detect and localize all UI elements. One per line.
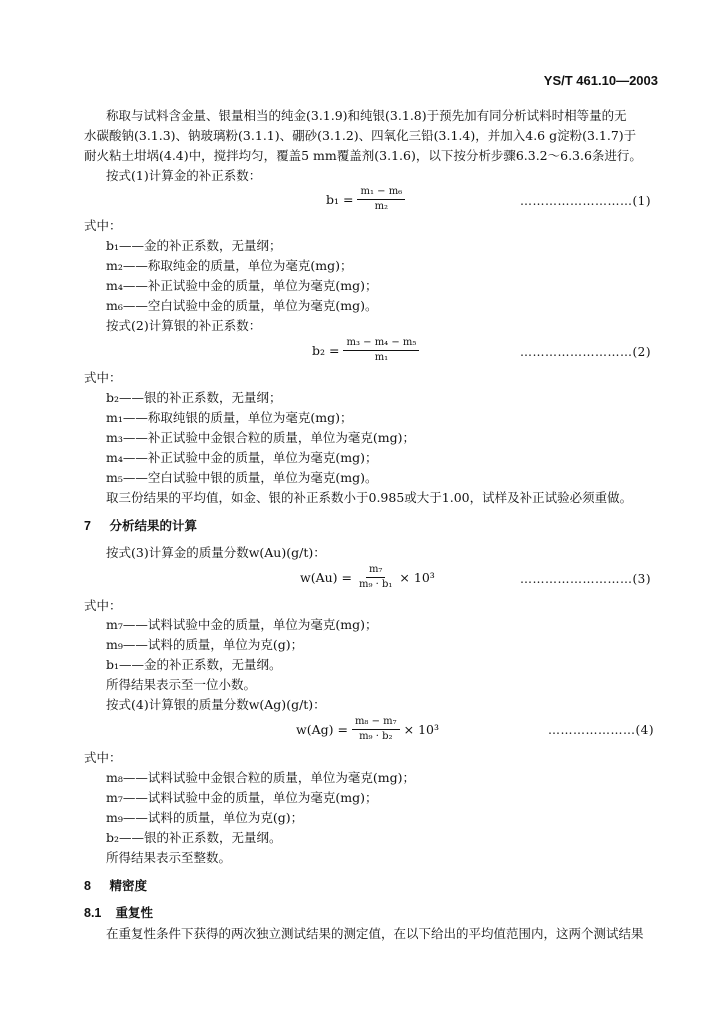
formula-3-where: 式中： bbox=[84, 598, 122, 613]
intro-line-3: 耐火粘土坩埚(4.4)中，搅拌均匀，覆盖5 mm覆盖剂(3.1.6)，以下按分析步骤6.3.2～6.3.6条进行。 bbox=[84, 148, 642, 163]
formula-1-fraction bbox=[357, 186, 405, 213]
intro-line-2: 水碳酸钠(3.1.3)、钠玻璃粉(3.1.1)、硼砂(3.1.2)、四氧化三铅(3.1.4)，并加入4.6 g淀粉(3.1.7)于 bbox=[84, 128, 637, 143]
formula-2-def: m₄——补正试验中金的质量，单位为毫克(mg)； bbox=[106, 450, 378, 465]
formula-3-tail: × 10³ bbox=[399, 570, 435, 585]
formula-4-denominator: m₉ · b₂ bbox=[359, 731, 393, 742]
formula-3-fraction bbox=[356, 564, 395, 591]
formula-2-def: m₅——空白试验中银的质量，单位为毫克(mg)。 bbox=[106, 470, 378, 485]
formula-3-def: m₇——试料试验中金的质量，单位为毫克(mg)； bbox=[106, 617, 378, 632]
intro-line-1: 称取与试料含金量、银量相当的纯金(3.1.9)和纯银(3.1.8)于预先加有同分析试料时相等量的无 bbox=[106, 108, 627, 123]
formula-2-def: m₃——补正试验中金银合粒的质量，单位为毫克(mg)； bbox=[106, 430, 415, 445]
section-8-1-heading bbox=[84, 905, 153, 921]
formula-3-lhs: w(Au) = bbox=[300, 570, 352, 585]
formula-1-denominator: m₂ bbox=[374, 201, 389, 212]
equation-number-3: ………………………(3) bbox=[520, 572, 651, 586]
formula-4-def: b₂——银的补正系数，无量纲。 bbox=[106, 830, 282, 845]
formula-4 bbox=[296, 716, 439, 743]
formula-4-def: m₇——试料试验中金的质量，单位为毫克(mg)； bbox=[106, 790, 378, 805]
equation-number-2: ………………………(2) bbox=[520, 345, 651, 359]
formula-1-numerator: m₁ − m₆ bbox=[357, 186, 405, 200]
equation-number-4: …………………(4) bbox=[548, 723, 654, 737]
formula-4-fraction bbox=[352, 716, 400, 743]
formula-3-denominator: m₉ · b₁ bbox=[358, 579, 393, 590]
formula-3-numerator: m₇ bbox=[366, 564, 386, 578]
formula-1 bbox=[326, 186, 409, 213]
formula-1-def: m₄——补正试验中金的质量，单位为毫克(mg)； bbox=[106, 278, 378, 293]
formula-4-def: m₉——试料的质量，单位为克(g)； bbox=[106, 810, 304, 825]
formula-2-intro: 按式(2)计算银的补正系数： bbox=[106, 318, 262, 333]
equation-number-1: ………………………(1) bbox=[520, 194, 651, 208]
formula-2-numerator: m₃ − m₄ − m₅ bbox=[343, 337, 419, 351]
section-7-title: 分析结果的计算 bbox=[109, 519, 197, 533]
section-8-1-number: 8.1 bbox=[84, 906, 102, 920]
formula-2-def: b₂——银的补正系数，无量纲； bbox=[106, 390, 282, 405]
formula-4-intro: 按式(4)计算银的质量分数w(Ag)(g/t)： bbox=[106, 697, 326, 712]
formula-2-where: 式中： bbox=[84, 370, 122, 385]
formula-4-where: 式中： bbox=[84, 750, 122, 765]
formula-4-def: m₈——试料试验中金银合粒的质量，单位为毫克(mg)； bbox=[106, 770, 415, 785]
section-8-1-title: 重复性 bbox=[115, 906, 153, 920]
formula-4-tail: × 10³ bbox=[403, 722, 440, 737]
formula-4-note: 所得结果表示至整数。 bbox=[106, 850, 232, 865]
formula-1-def: m₂——称取纯金的质量，单位为毫克(mg)； bbox=[106, 258, 353, 273]
formula-2-lhs: b₂ = bbox=[312, 343, 340, 358]
section-8-heading bbox=[84, 878, 147, 894]
formula-2-fraction bbox=[343, 337, 419, 364]
formula-3-intro: 按式(3)计算金的质量分数w(Au)(g/t)： bbox=[106, 545, 326, 560]
formula-2-def: m₁——称取纯银的质量，单位为毫克(mg)； bbox=[106, 410, 353, 425]
formula-1-def: b₁——金的补正系数，无量纲； bbox=[106, 238, 282, 253]
section-8-title: 精密度 bbox=[109, 879, 147, 893]
formula-1-lhs: b₁ = bbox=[326, 192, 354, 207]
formula-1-intro: 按式(1)计算金的补正系数： bbox=[106, 168, 262, 183]
formula-4-numerator: m₈ − m₇ bbox=[352, 716, 400, 730]
formula-1-def: m₆——空白试验中金的质量，单位为毫克(mg)。 bbox=[106, 298, 378, 313]
section-8-1-text: 在重复性条件下获得的两次独立测试结果的测定值，在以下给出的平均值范围内，这两个测试结果 bbox=[106, 926, 644, 941]
section-7-number: 7 bbox=[84, 519, 91, 533]
formula-2-denominator: m₁ bbox=[374, 352, 389, 363]
formula-3-def: b₁——金的补正系数，无量纲。 bbox=[106, 657, 282, 672]
formula-2-note: 取三份结果的平均值，如金、银的补正系数小于0.985或大于1.00，试样及补正试验必须重做。 bbox=[106, 490, 633, 505]
formula-4-lhs: w(Ag) = bbox=[296, 722, 348, 737]
formula-3 bbox=[300, 564, 435, 591]
formula-3-def: m₉——试料的质量，单位为克(g)； bbox=[106, 637, 304, 652]
formula-1-where: 式中： bbox=[84, 218, 122, 233]
section-8-number: 8 bbox=[84, 879, 91, 893]
section-7-heading bbox=[84, 518, 197, 534]
formula-3-note: 所得结果表示至一位小数。 bbox=[106, 677, 257, 692]
standard-code: YS/T 461.10—2003 bbox=[543, 73, 658, 88]
formula-2 bbox=[312, 337, 423, 364]
